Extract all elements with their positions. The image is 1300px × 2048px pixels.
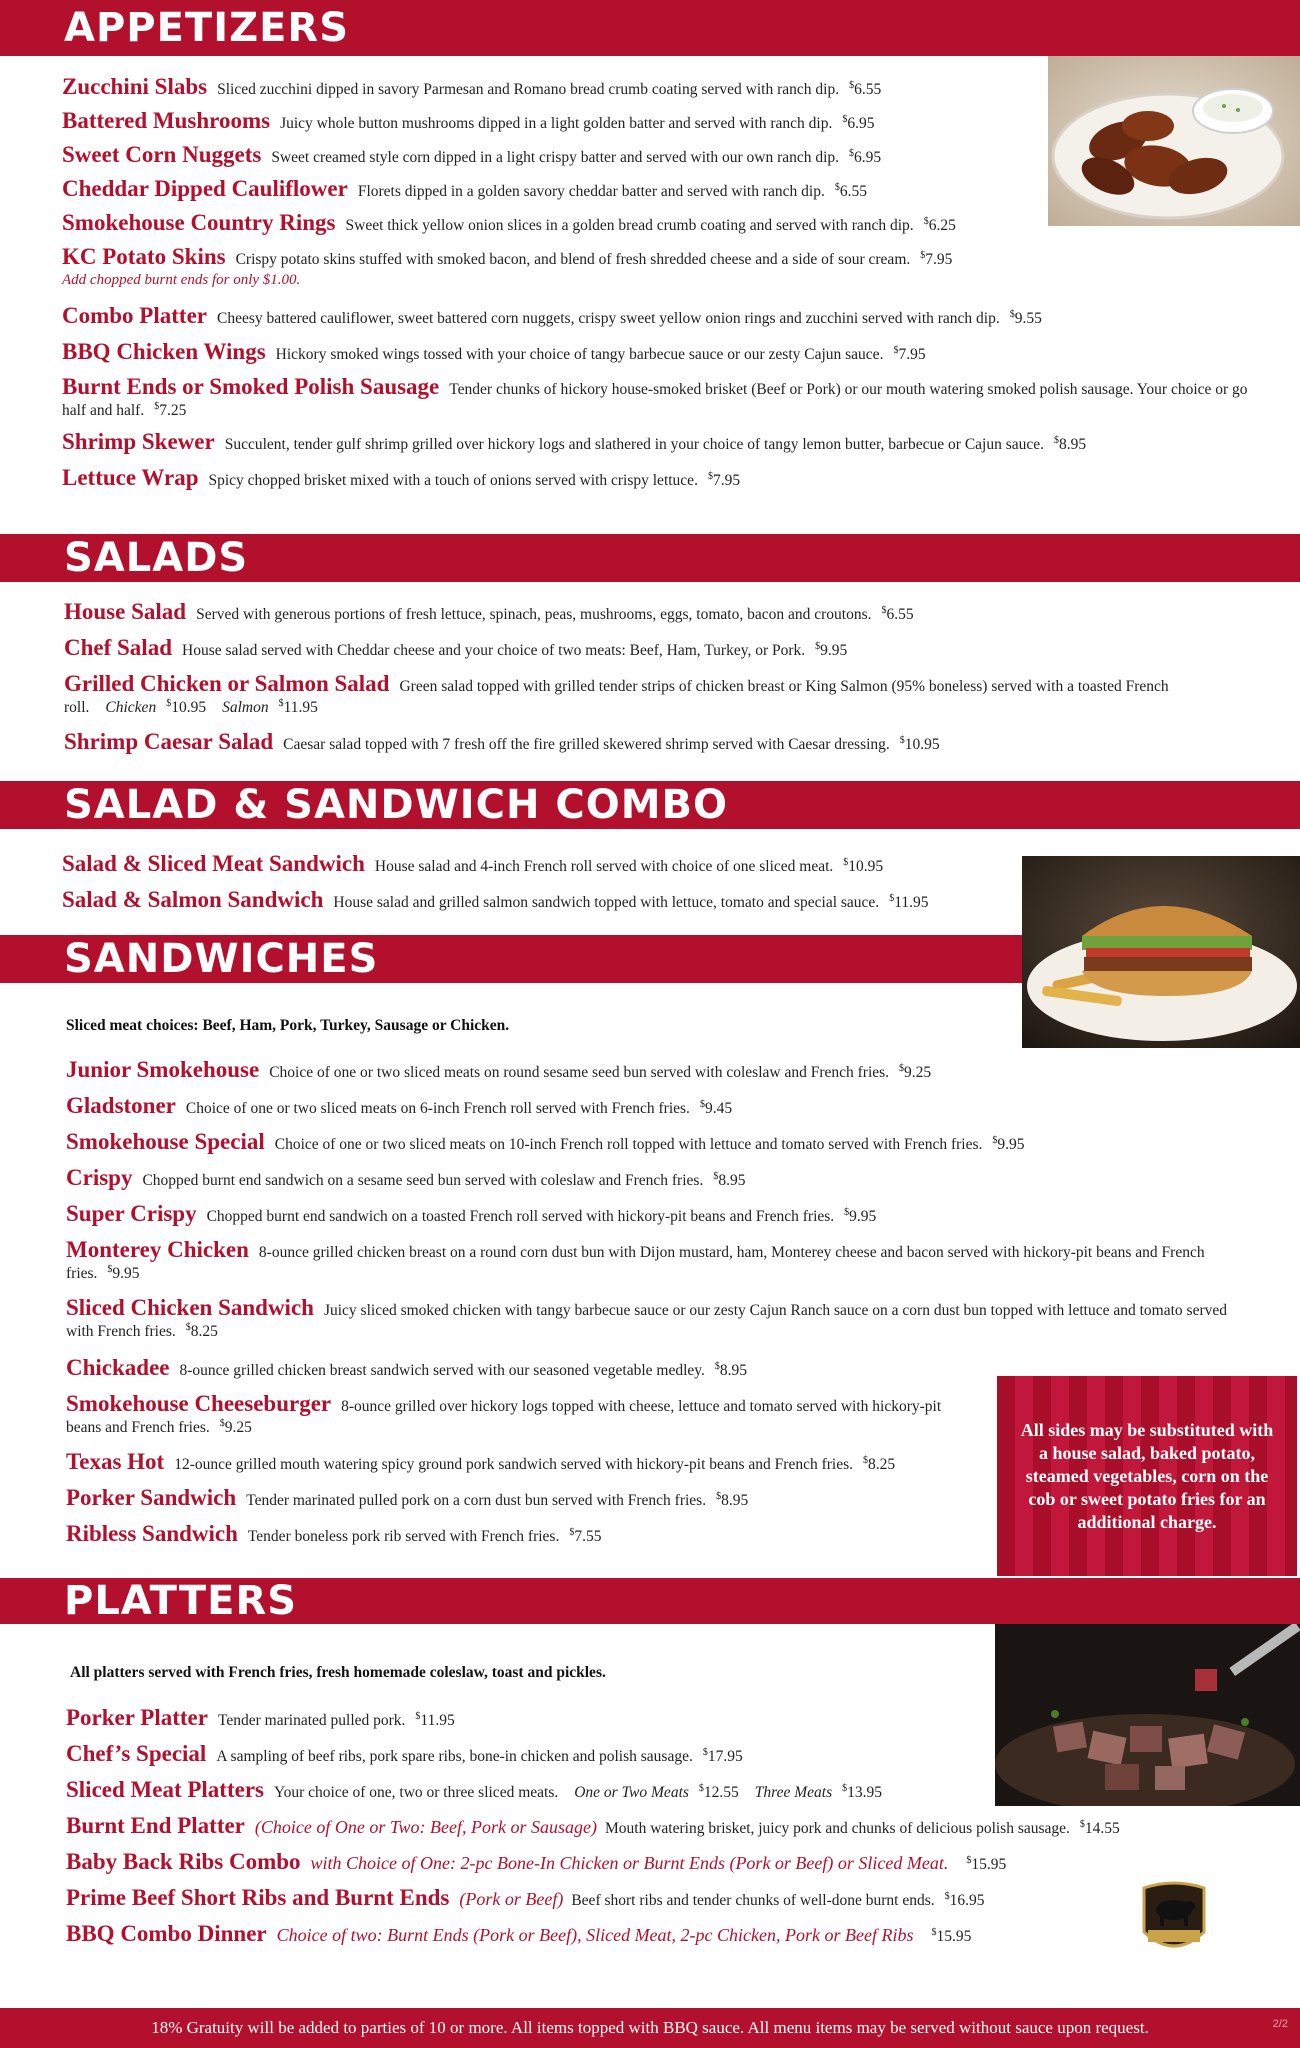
currency-symbol: $	[713, 1170, 719, 1182]
item-price: 16.95	[949, 1892, 985, 1909]
item-name: Super Crispy	[66, 1201, 197, 1226]
menu-item	[62, 178, 1042, 202]
menu-item	[64, 673, 1194, 718]
page-number: 2/2	[1272, 2018, 1288, 2030]
item-description: House salad and 4-inch French roll served with choice of one sliced meat.	[374, 858, 834, 875]
currency-symbol: $	[702, 1746, 708, 1758]
currency-symbol: $	[716, 1490, 722, 1502]
item-name: Ribless Sandwich	[66, 1521, 238, 1546]
item-price: 9.95	[997, 1136, 1025, 1153]
item-name: Porker Sandwich	[66, 1485, 237, 1510]
item-name: Salad & Sliced Meat Sandwich	[62, 851, 365, 876]
salads-header	[0, 534, 1300, 582]
item-description: Chopped burnt end sandwich on a toasted French roll served with hickory-pit beans and French fries.	[206, 1208, 835, 1225]
item-description: Florets dipped in a golden savory cheddar batter and served with ranch dip.	[357, 183, 825, 200]
item-price: 7.95	[712, 472, 741, 489]
item-description: Choice of one or two sliced meats on round sesame seed bun served with coleslaw and French fries.	[269, 1064, 890, 1081]
currency-symbol: $	[278, 697, 284, 709]
combo-header	[0, 781, 1300, 829]
menu-item	[66, 1131, 1266, 1155]
currency-symbol: $	[844, 1206, 850, 1218]
item-description: Tender marinated pulled pork.	[217, 1712, 406, 1729]
currency-symbol: $	[1079, 1818, 1085, 1830]
item-price: 8.95	[1059, 436, 1087, 453]
currency-symbol: $	[842, 113, 848, 125]
item-description: House salad served with Cheddar cheese and your choice of two meats: Beef, Ham, Turkey, or Pork.	[182, 642, 806, 659]
currency-symbol: $	[219, 1417, 225, 1429]
menu-item	[62, 853, 1012, 877]
item-price: 6.55	[854, 81, 882, 98]
menu-item	[66, 1851, 1196, 1875]
item-name: Baby Back Ribs Combo	[66, 1849, 301, 1874]
currency-symbol: $	[923, 215, 929, 227]
beef-logo-icon	[1140, 1880, 1208, 1960]
item-description: Served with generous portions of fresh lettuce, spinach, peas, mushrooms, eggs, tomato, bacon and croutons.	[196, 606, 872, 623]
currency-symbol: $	[815, 640, 821, 652]
menu-item	[62, 467, 1262, 491]
currency-symbol: $	[931, 1926, 937, 1938]
item-name: Crispy	[66, 1165, 133, 1190]
item-description: House salad and grilled salmon sandwich topped with lettuce, tomato and special sauce.	[333, 894, 880, 911]
item-price: 9.45	[704, 1100, 733, 1117]
menu-item	[62, 431, 1282, 455]
item-price: 15.95	[936, 1928, 972, 1945]
currency-symbol: $	[966, 1854, 972, 1866]
menu-item	[62, 144, 1042, 168]
item-name: Smokehouse Cheeseburger	[66, 1391, 332, 1416]
item-description: 8-ounce grilled chicken breast on a round corn dust bun with Dijon mustard, ham, Monterey cheese and bacon served with hickory-pit beans and French fries.	[66, 1244, 1205, 1282]
item-price: 7.25	[159, 402, 187, 419]
item-description: Sliced zucchini dipped in savory Parmesan and Romano bread crumb coating served with ranch dip.	[217, 81, 840, 98]
item-description: A sampling of beef ribs, pork spare ribs, bone-in chicken and polish sausage.	[216, 1748, 693, 1765]
item-name: BBQ Combo Dinner	[66, 1921, 267, 1946]
menu-item	[66, 1059, 1166, 1083]
item-name: Burnt End Platter	[66, 1813, 245, 1838]
item-price: 11.95	[894, 894, 929, 911]
currency-symbol: $	[714, 1360, 720, 1372]
item-name: Battered Mushrooms	[62, 108, 271, 133]
section-title: SANDWICHES	[64, 936, 379, 982]
wings-photo	[1048, 56, 1300, 226]
menu-item	[62, 76, 1042, 100]
appetizers-header	[0, 0, 1300, 56]
item-name: Salad & Salmon Sandwich	[62, 887, 324, 912]
item-description: Juicy sliced smoked chicken with tangy barbecue sauce or our zesty Cajun Ranch sauce on a corn dust bun topped with lettuce and tomato served with French fries.	[66, 1302, 1227, 1340]
item-price: 6.25	[928, 217, 956, 234]
item-name: Grilled Chicken or Salmon Salad	[64, 671, 390, 696]
currency-symbol: $	[107, 1263, 113, 1275]
currency-symbol: $	[415, 1710, 421, 1722]
currency-symbol: $	[843, 856, 849, 868]
menu-item	[66, 1887, 1126, 1911]
item-note: Add chopped burnt ends for only $1.00.	[62, 272, 301, 288]
currency-symbol: $	[166, 697, 172, 709]
item-price: 6.95	[847, 115, 875, 132]
sandwich-photo	[1022, 856, 1300, 1048]
item-price: 9.95	[112, 1265, 140, 1282]
item-description: Sweet thick yellow onion slices in a golden bread crumb coating and served with ranch dip.	[345, 217, 914, 234]
item-description: Spicy chopped brisket mixed with a touch of onions served with crispy lettuce.	[208, 472, 698, 489]
section-title: SALAD & SANDWICH COMBO	[64, 782, 729, 828]
item-description: Choice of one or two sliced meats on 10-inch French roll topped with lettuce and tomato served with French fries.	[274, 1136, 983, 1153]
currency-symbol: $	[899, 1062, 905, 1074]
item-description: Tender chunks of hickory house-smoked brisket (Beef or Pork) or our mouth watering smoked polish sausage. Your choice or go half and half.	[62, 381, 1248, 419]
item-name: Burnt Ends or Smoked Polish Sausage	[62, 374, 440, 399]
item-price: 11.95	[283, 699, 318, 716]
currency-symbol: $	[881, 604, 887, 616]
item-name: Sliced Meat Platters	[66, 1777, 264, 1802]
item-description: Beef short ribs and tender chunks of well-done burnt ends.	[571, 1892, 935, 1909]
option-label: Chicken	[105, 699, 157, 716]
currency-symbol: $	[698, 1782, 704, 1794]
menu-item	[66, 1743, 986, 1767]
menu-item	[62, 341, 1262, 365]
item-description: Hickory smoked wings tossed with your choice of tangy barbecue sauce or our zesty Cajun sauce.	[275, 346, 884, 363]
item-price: 7.55	[574, 1528, 602, 1545]
item-name: Chef Salad	[64, 635, 172, 660]
menu-item	[62, 889, 1012, 913]
item-description: Caesar salad topped with 7 fresh off the fire grilled skewered shrimp served with Caesar dressing.	[283, 736, 890, 753]
item-price: 9.25	[904, 1064, 932, 1081]
item-price: 7.95	[925, 251, 953, 268]
menu-item	[66, 1779, 986, 1803]
item-option: with Choice of One: 2-pc Bone-In Chicken or Burnt Ends (Pork or Beef) or Sliced Meat.	[310, 1853, 949, 1873]
item-name: BBQ Chicken Wings	[62, 339, 266, 364]
item-description: Your choice of one, two or three sliced meats.	[273, 1784, 559, 1801]
item-price: 15.95	[971, 1856, 1007, 1873]
item-description: Chopped burnt end sandwich on a sesame seed bun served with coleslaw and French fries.	[142, 1172, 704, 1189]
item-name: Sliced Chicken Sandwich	[66, 1295, 314, 1320]
item-price: 9.95	[820, 642, 848, 659]
menu-item	[66, 1297, 1256, 1342]
item-price: 9.95	[849, 1208, 877, 1225]
sides-substitution-note	[997, 1376, 1297, 1576]
item-price: 6.95	[854, 149, 882, 166]
item-price: 9.55	[1014, 310, 1042, 327]
item-description: 12-ounce grilled mouth watering spicy ground pork sandwich served with hickory-pit beans and French fries.	[174, 1456, 854, 1473]
menu-item	[66, 1523, 986, 1547]
item-description: Succulent, tender gulf shrimp grilled over hickory logs and slathered in your choice of tangy lemon butter, barbecue or Cajun sauce.	[224, 436, 1045, 453]
currency-symbol: $	[699, 1098, 705, 1110]
item-description: Tender boneless pork rib served with French fries.	[247, 1528, 560, 1545]
item-price: 12.55	[703, 1784, 739, 1801]
option-label: Three Meats	[754, 1784, 833, 1801]
menu-item	[66, 1451, 986, 1475]
menu-item	[66, 1095, 1166, 1119]
currency-symbol: $	[185, 1321, 191, 1333]
currency-symbol: $	[849, 147, 855, 159]
item-description: Tender marinated pulled pork on a corn dust bun served with French fries.	[246, 1492, 707, 1509]
currency-symbol: $	[154, 400, 160, 412]
platters-intro: All platters served with French fries, fresh homemade coleslaw, toast and pickles.	[70, 1664, 606, 1681]
item-description: Juicy whole button mushrooms dipped in a light golden batter and served with ranch dip.	[280, 115, 833, 132]
item-name: Monterey Chicken	[66, 1237, 249, 1262]
item-name: Shrimp Caesar Salad	[64, 729, 274, 754]
item-description: Mouth watering brisket, juicy pork and chunks of delicious polish sausage.	[605, 1820, 1070, 1837]
currency-symbol: $	[569, 1526, 575, 1538]
menu-item	[66, 1923, 1126, 1947]
item-price: 6.55	[886, 606, 914, 623]
item-name: Smokehouse Country Rings	[62, 210, 336, 235]
item-option: (Pork or Beef)	[459, 1889, 564, 1909]
menu-item	[62, 246, 1162, 291]
item-name: Gladstoner	[66, 1093, 176, 1118]
menu-item	[62, 212, 1042, 236]
item-name: Combo Platter	[62, 303, 207, 328]
item-description: Sweet creamed style corn dipped in a light crispy batter and served with our own ranch dip.	[271, 149, 840, 166]
currency-symbol: $	[893, 344, 899, 356]
option-label: Salmon	[222, 699, 269, 716]
footer-bar	[0, 2008, 1300, 2048]
item-price: 8.95	[718, 1172, 746, 1189]
item-price: 9.25	[224, 1419, 252, 1436]
item-description: Crispy potato skins stuffed with smoked bacon, and blend of fresh shredded cheese and a side of sour cream.	[235, 251, 911, 268]
sandwiches-intro: Sliced meat choices: Beef, Ham, Pork, Turkey, Sausage or Chicken.	[66, 1017, 510, 1034]
item-option: (Choice of One or Two: Beef, Pork or Sausage)	[254, 1817, 597, 1837]
item-name: Junior Smokehouse	[66, 1057, 260, 1082]
item-price: 11.95	[420, 1712, 455, 1729]
menu-item	[62, 305, 1262, 329]
item-name: Chef’s Special	[66, 1741, 207, 1766]
item-name: House Salad	[64, 599, 187, 624]
menu-item	[66, 1203, 1166, 1227]
item-price: 10.95	[904, 736, 940, 753]
item-price: 14.55	[1084, 1820, 1120, 1837]
menu-item	[66, 1393, 946, 1438]
section-title: SALADS	[64, 535, 249, 581]
item-description: Cheesy battered cauliflower, sweet battered corn nuggets, crispy sweet yellow onion rings and zucchini served with ranch dip.	[217, 310, 1000, 327]
item-name: Smokehouse Special	[66, 1129, 265, 1154]
item-description: 8-ounce grilled over hickory logs topped with cheese, lettuce and tomato served with hickory-pit beans and French fries.	[66, 1398, 942, 1436]
item-name: KC Potato Skins	[62, 244, 226, 269]
footer-text: 18% Gratuity will be added to parties of 10 or more. All items topped with BBQ sauce. All menu items may be served without sauce upon request.	[151, 2018, 1149, 2037]
section-title: PLATTERS	[64, 1578, 298, 1624]
menu-item	[62, 376, 1272, 421]
currency-symbol: $	[849, 79, 855, 91]
menu-item	[66, 1487, 986, 1511]
currency-symbol: $	[707, 470, 713, 482]
item-price: 8.25	[868, 1456, 896, 1473]
item-name: Porker Platter	[66, 1705, 208, 1730]
item-name: Texas Hot	[66, 1449, 165, 1474]
item-name: Lettuce Wrap	[62, 465, 199, 490]
currency-symbol: $	[863, 1454, 869, 1466]
menu-item	[66, 1707, 966, 1731]
item-price: 17.95	[707, 1748, 743, 1765]
item-price: 8.95	[719, 1362, 747, 1379]
currency-symbol: $	[834, 181, 840, 193]
currency-symbol: $	[899, 734, 905, 746]
section-title: APPETIZERS	[64, 5, 350, 51]
platters-header	[0, 1578, 1300, 1624]
item-name: Prime Beef Short Ribs and Burnt Ends	[66, 1885, 450, 1910]
item-price: 6.55	[839, 183, 867, 200]
item-name: Zucchini Slabs	[62, 74, 208, 99]
menu-item	[62, 110, 1042, 134]
item-name: Sweet Corn Nuggets	[62, 142, 262, 167]
menu-item	[66, 1357, 986, 1381]
item-description: Green salad topped with grilled tender strips of chicken breast or King Salmon (95% boneless) served with a toasted French roll.	[64, 678, 1169, 716]
item-price: 10.95	[171, 699, 207, 716]
menu-item	[66, 1167, 1166, 1191]
item-description: Choice of one or two sliced meats on 6-inch French roll served with French fries.	[185, 1100, 690, 1117]
option-label: One or Two Meats	[574, 1784, 689, 1801]
item-price: 8.25	[190, 1323, 218, 1340]
menu-item	[66, 1239, 1256, 1284]
item-option: Choice of two: Burnt Ends (Pork or Beef), Sliced Meat, 2-pc Chicken, Pork or Beef Ribs	[276, 1925, 914, 1945]
item-price: 7.95	[898, 346, 926, 363]
item-price: 8.95	[721, 1492, 749, 1509]
menu-item	[66, 1815, 1286, 1839]
currency-symbol: $	[1009, 308, 1015, 320]
menu-item	[64, 601, 1264, 625]
currency-symbol: $	[842, 1782, 848, 1794]
menu-item	[64, 637, 1264, 661]
currency-symbol: $	[920, 249, 926, 261]
item-name: Chickadee	[66, 1355, 170, 1380]
burnt-ends-photo	[995, 1624, 1300, 1806]
sides-note-text: All sides may be substituted with a house salad, baked potato, steamed vegetables, corn on the cob or sweet potato fries for an additional charge.	[1020, 1419, 1274, 1532]
item-price: 10.95	[848, 858, 884, 875]
sandwiches-header	[0, 935, 1022, 983]
currency-symbol: $	[992, 1134, 998, 1146]
item-name: Shrimp Skewer	[62, 429, 215, 454]
currency-symbol: $	[1054, 434, 1060, 446]
currency-symbol: $	[944, 1890, 950, 1902]
item-name: Cheddar Dipped Cauliflower	[62, 176, 348, 201]
currency-symbol: $	[889, 892, 895, 904]
item-price: 13.95	[847, 1784, 882, 1801]
item-description: 8-ounce grilled chicken breast sandwich served with our seasoned vegetable medley.	[179, 1362, 705, 1379]
menu-item	[64, 731, 1264, 755]
